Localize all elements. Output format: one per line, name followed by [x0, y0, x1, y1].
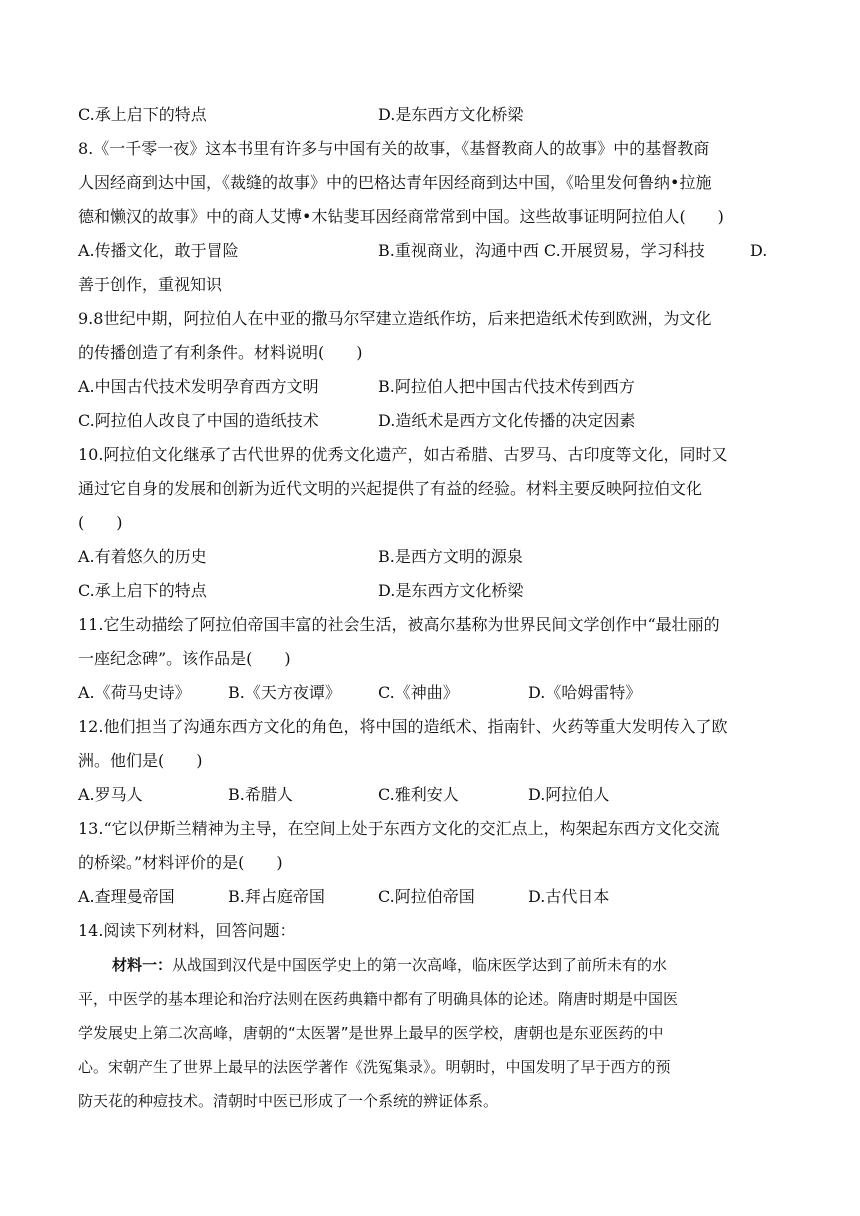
question-8-line-2: 人因经商到达中国，《裁缝的故事》中的巴格达青年因经商到达中国，《哈里发何鲁纳•拉施 [78, 173, 712, 192]
option-d: D.阿拉伯人 [528, 785, 610, 804]
material-1-label: 材料一： [112, 956, 173, 974]
option-c: C.承上启下的特点 [78, 581, 207, 600]
material-1-text: 从战国到汉代是中国医学史上的第一次高峰，临床医学达到了前所未有的水 [172, 956, 668, 974]
option-d: D.造纸术是西方文化传播的决定因素 [378, 411, 636, 430]
option-c: C.雅利安人 [378, 785, 459, 804]
material-1-line-3: 学发展史上第二次高峰，唐朝的“太医署”是世界上最早的医学校，唐朝也是东亚医药的中 [78, 1024, 664, 1042]
option-b: B.《天方夜谭》 [228, 683, 341, 702]
option-b: B.阿拉伯人把中国古代技术传到西方 [378, 377, 635, 396]
option-c: C.承上启下的特点 [78, 105, 207, 124]
material-1-line-2: 平，中医学的基本理论和治疗法则在医药典籍中都有了明确具体的论述。隋唐时期是中国医 [78, 990, 679, 1008]
material-1-line-4: 心。宋朝产生了世界上最早的法医学著作《洗冤集录》。明朝时，中国发明了早于西方的预 [78, 1058, 671, 1076]
option-d: D.是东西方文化桥梁 [378, 105, 524, 124]
option-d-prefix: D. [750, 241, 768, 260]
question-13-line-2: 的桥梁。”材料评价的是( ) [78, 853, 283, 872]
question-10-line-1: 10.阿拉伯文化继承了古代世界的优秀文化遗产，如古希腊、古罗马、古印度等文化，同时又 [78, 445, 728, 464]
option-c: C.阿拉伯人改良了中国的造纸技术 [78, 411, 319, 430]
question-10-line-2: 通过它自身的发展和创新为近代文明的兴起提供了有益的经验。材料主要反映阿拉伯文化 [78, 479, 703, 498]
question-12-line-1: 12.他们担当了沟通东西方文化的角色，将中国的造纸术、指南针、火药等重大发明传入了欧 [78, 717, 728, 736]
option-a: A.查理曼帝国 [78, 887, 175, 906]
option-b: B.希腊人 [228, 785, 293, 804]
option-a: A.有着悠久的历史 [78, 547, 207, 566]
question-9-line-2: 的传播创造了有利条件。材料说明( ) [78, 343, 363, 362]
option-d-text: 善于创作，重视知识 [78, 275, 223, 294]
option-d: D.《哈姆雷特》 [528, 683, 642, 702]
option-c: C.《神曲》 [378, 683, 459, 702]
question-8-line-1: 8.《一千零一夜》这本书里有许多与中国有关的故事，《基督教商人的故事》中的基督教商 [78, 139, 710, 158]
question-8-line-3: 德和懒汉的故事》中的商人艾博•木钻斐耳因经商常常到中国。这些故事证明阿拉伯人( ) [78, 207, 724, 226]
question-11-line-1: 11.它生动描绘了阿拉伯帝国丰富的社会生活，被高尔基称为世界民间文学创作中“最壮丽的 [78, 615, 720, 634]
question-11-line-2: 一座纪念碑”。该作品是( ) [78, 649, 291, 668]
question-13-line-1: 13.“它以伊斯兰精神为主导，在空间上处于东西方文化的交汇点上，构架起东西方文化交流 [78, 819, 720, 838]
option-a: A.传播文化，敢于冒险 [78, 241, 239, 260]
material-1-line-5: 防天花的种痘技术。清朝时中医已形成了一个系统的辨证体系。 [78, 1092, 499, 1110]
option-b: B.拜占庭帝国 [228, 887, 325, 906]
option-d: D.是东西方文化桥梁 [378, 581, 524, 600]
question-9-line-1: 9.8世纪中期，阿拉伯人在中亚的撒马尔罕建立造纸作坊，后来把造纸术传到欧洲，为文化 [78, 309, 712, 328]
option-a: A.中国古代技术发明孕育西方文明 [78, 377, 319, 396]
material-1-first-line [112, 954, 790, 976]
question-12-line-2: 洲。他们是( ) [78, 751, 203, 770]
option-d: D.古代日本 [528, 887, 610, 906]
question-10-line-3: ( ) [78, 513, 123, 532]
option-a: A.罗马人 [78, 785, 143, 804]
option-a: A.《荷马史诗》 [78, 683, 191, 702]
option-b-c: B.重视商业，沟通中西 C.开展贸易，学习科技 [378, 241, 705, 260]
option-b: B.是西方文明的源泉 [378, 547, 523, 566]
question-14-line-1: 14.阅读下列材料，回答问题： [78, 921, 296, 940]
option-c: C.阿拉伯帝国 [378, 887, 475, 906]
